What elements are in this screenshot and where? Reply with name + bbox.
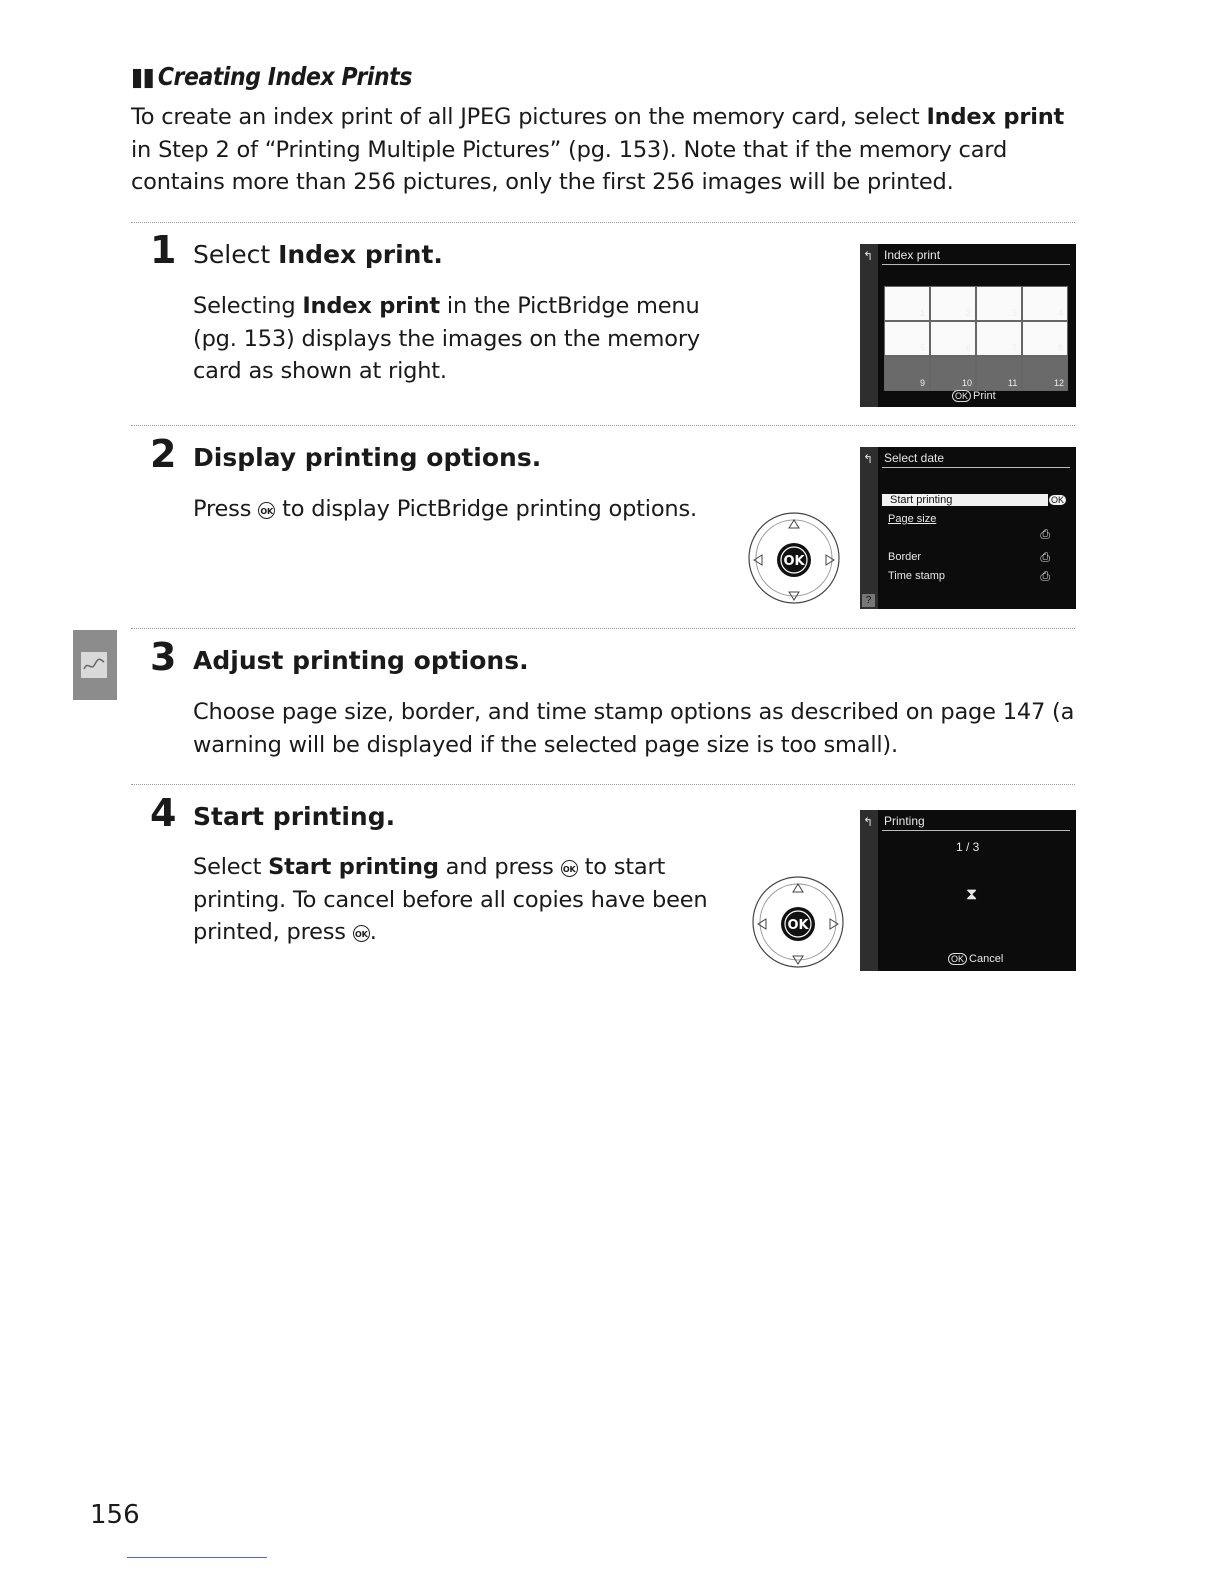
step-title: Start printing. <box>193 802 396 831</box>
step-number: 4 <box>150 791 177 835</box>
step-body-text: Press <box>193 496 259 522</box>
thumb-number: 12 <box>1054 378 1065 388</box>
footer-label: Cancel <box>969 953 1004 965</box>
back-icon: ↰ <box>863 249 874 263</box>
intro-bold: Index print <box>926 104 1065 130</box>
step-body <box>193 493 733 526</box>
menu-item-label: Start printing <box>890 494 953 506</box>
footer-rule <box>127 1557 267 1558</box>
connection-icon <box>81 652 107 678</box>
step-body-text: to start printing. To cancel before all copies have been printed, press <box>193 854 708 945</box>
screen-title: Printing <box>884 814 925 828</box>
menu-item-page-size: Page size <box>888 513 937 525</box>
intro-text-rest: in Step 2 of “Printing Multiple Pictures” (pg. 153). Note that if the memory card contains more than 256 pictures, only the first 256 images will be printed. <box>131 136 1008 195</box>
printer-icon: ⎙ <box>1040 569 1050 583</box>
step-number: 1 <box>150 228 177 272</box>
screen-rule <box>882 467 1070 468</box>
ok-button-icon: OK <box>353 925 370 942</box>
screen-rule <box>882 264 1070 265</box>
footer-label: Print <box>973 390 996 402</box>
thumb-number: 10 <box>962 378 973 388</box>
step-title <box>193 240 443 270</box>
screen-side-strip <box>860 244 878 407</box>
thumb-number: 9 <box>920 378 926 388</box>
help-icon: ? <box>862 594 875 607</box>
printer-icon: ⎙ <box>1040 550 1050 564</box>
step-body <box>193 290 713 388</box>
ok-badge-icon: OK <box>1048 494 1067 506</box>
thumb-number: 2 <box>966 308 972 318</box>
chapter-tab <box>73 630 117 700</box>
menu-item-start-printing <box>882 494 1048 506</box>
thumb-number: 5 <box>920 343 926 353</box>
intro-text: To create an index print of all JPEG pictures on the memory card, select <box>131 104 927 130</box>
step-title-text: Select <box>193 240 279 269</box>
step-title-bold: Index print <box>278 240 434 269</box>
back-icon: ↰ <box>863 452 874 466</box>
step-body-rest: to display PictBridge printing options. <box>275 496 697 522</box>
step-title-end: . <box>433 240 443 269</box>
menu-item-border: Border <box>888 551 922 563</box>
thumb-number: 6 <box>966 343 972 353</box>
step-body-bold: Start printing <box>268 854 439 880</box>
intro-paragraph <box>131 101 1081 199</box>
ok-button-icon: OK <box>561 860 578 877</box>
multi-selector-icon <box>746 510 842 606</box>
thumb-number: 11 <box>1008 378 1018 388</box>
step-body: Choose page size, border, and time stamp options as described on page 147 (a warning will be displayed if the selected page size is too small). <box>193 699 1075 758</box>
ok-button-icon: OK <box>948 953 967 965</box>
page-number: 156 <box>90 1500 140 1530</box>
step-body-bold: Index print <box>302 293 440 319</box>
step-title: Display printing options. <box>193 443 542 472</box>
divider <box>131 628 1075 629</box>
section-marker: ▮▮ <box>131 62 155 91</box>
ok-button-icon: OK <box>258 502 275 519</box>
divider <box>131 425 1075 426</box>
ok-glyph: OK <box>783 554 805 569</box>
step-body-text: Selecting <box>193 293 303 319</box>
step-body-text: and press <box>438 854 561 880</box>
print-progress: 1 / 3 <box>956 840 980 854</box>
step-number: 2 <box>150 432 177 476</box>
divider <box>131 784 1075 785</box>
multi-selector-icon <box>750 874 846 970</box>
printer-icon: ⎙ <box>1040 527 1050 541</box>
thumb-number: 1 <box>920 308 926 318</box>
screen-title: Select date <box>884 451 945 465</box>
printing-screen <box>860 810 1076 971</box>
menu-item-time-stamp: Time stamp <box>888 570 946 582</box>
screen-footer <box>948 953 1003 965</box>
step-body-text: Select <box>193 854 269 880</box>
step-body-rest: in the PictBridge menu (pg. 153) displays the images on the memory card as shown at right. <box>193 293 700 384</box>
section-title <box>131 62 412 91</box>
screen-title: Index print <box>884 248 941 262</box>
section-title-text: Creating Index Prints <box>157 62 412 91</box>
step-number: 3 <box>150 635 177 679</box>
step-body-end: . <box>369 919 377 945</box>
screen-rule <box>882 830 1070 831</box>
back-icon: ↰ <box>863 815 874 829</box>
index-print-screen <box>860 244 1076 407</box>
ok-glyph: OK <box>787 918 809 933</box>
divider <box>131 222 1075 223</box>
step-title: Adjust printing options. <box>193 646 529 675</box>
ok-button-icon: OK <box>952 390 971 402</box>
screen-side-strip <box>860 447 878 609</box>
screen-side-strip <box>860 810 878 971</box>
thumb-number: 8 <box>1058 343 1064 353</box>
screen-footer <box>952 390 996 402</box>
printing-options-screen <box>860 447 1076 609</box>
thumb-number: 7 <box>1012 343 1018 353</box>
hourglass-icon: ⧗ <box>966 886 978 903</box>
thumb-number: 4 <box>1058 308 1064 318</box>
thumb-number: 3 <box>1012 308 1018 318</box>
step-body <box>193 851 733 949</box>
